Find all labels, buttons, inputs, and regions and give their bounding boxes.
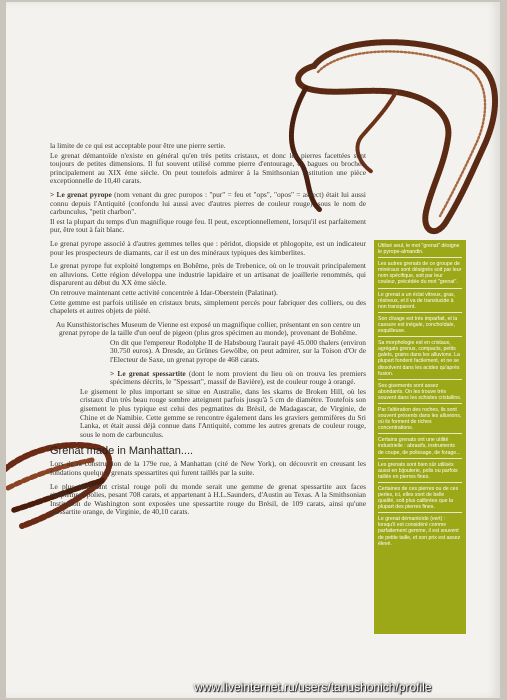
paragraph: Le gisement le plus important se situe en Australie, dans les skarns de Broken Hill, où les cristaux d'un très beau rouge sombre atteignent parfois jusqu'à 5 cm de diamètre. Toutefois son gisement le plus typique est celui des pegmatites du Brésil, de Madagascar, de Virginie, de Chine et de Namibie. Cette gemme se rencontre également dans les graviers gemmifères du Sri Lanka, et était aussi déjà connue dans l'Antiquité, comme les autres grenats de couleur rouge, sous le nom de carbunculus. [80, 386, 366, 439]
section-heading: Grenat made in Manhattan.... [50, 445, 194, 458]
article-body [50, 142, 366, 522]
paragraph: Le grenat démantoïde n'existe en général qu'en très petits cristaux, et donc les pierres facettées sont toujours de petites dimensions. Il fut souvent utilisé comme pierre d'entourage, en bagues ou broches, principalement au XIX ème siècle. On peut toutefois admirer à la Smithsonian Institution une pièce exceptionnelle de 10,40 carats. [50, 150, 366, 186]
paragraph: (dont le nom provient du lieu où on trouva les premiers spécimens décrits, le "Spessart", massif de Bavière), est de couleur rouge à orangé. [110, 368, 366, 387]
paragraph: On dit que l'empereur Rodolphe II de Habsbourg l'aurait payé 45.000 thalers (environ 30.750 euros). A Dresde, au Grünes Gewölbe, on peut admirer, sur la Toison d'Or de l'Electeur de Saxe, un grenat pyrope de 468 carats. [110, 337, 366, 365]
paragraph: On retrouve maintenant cette activité concentrée à Idar-Oberstein (Palatinat). [50, 287, 278, 297]
info-sidebar [374, 240, 466, 634]
paragraph: Il est la plupart du temps d'un magnifique rouge feu. Il peut, exceptionnellement, lorsqu'il est parfaitement pur, être tout à fait blanc. [50, 216, 366, 235]
paragraph: Lors de la construction de la 179e rue, à Manhattan (cité de New York), on découvrit en creusant les fondations quelques grenats spessartites qui furent taillés par la suite. [50, 459, 366, 477]
sidebar-item: Les grenats sont bien sûr utilisés aussi en bijouterie, polis ou parfois taillés en pierres fines. [378, 462, 462, 483]
sidebar-item: Ses gisements sont assez abondants. On les trouve très souvent dans les schistes cristallins. [378, 383, 462, 404]
sidebar-item: Par l'altération des roches, ils sont souvent présents dans les alluvions, où ils forment de riches concentrations. [378, 407, 462, 434]
paragraph: Cette gemme est parfois utilisée en cristaux bruts, simplement percés pour fabriquer des colliers, ou des chapelets et autres objets de piété. [50, 297, 366, 316]
sidebar-item: Son clivage est très imparfait, et la cassure est inégale, conchoïdale, esquilleuse. [378, 316, 462, 337]
section-title-pyrope: > Le grenat pyrope [50, 189, 112, 199]
section-title-spessartite: > Le grenat spessartite [110, 368, 186, 378]
watermark-url: www.liveinternet.ru/users/tanushonich/profile [194, 680, 432, 694]
paragraph: Le plus important cristal rouge poli du monde serait une gemme de grenat spessartite aux faces simplement polies, pesant 708 carats, et appartenant à H.L.Saunders, d'Austin au Texas. A la Smithsonian Institution de Washington sont exposées une spessartite rouge du Brésil, de 109 carats, ainsi qu'une spessartite orange, de Virginie, de 40,10 carats. [50, 481, 366, 517]
paragraph: Le grenat pyrope fut exploité longtemps en Bohême, près de Trebenice, où on le trouvait principalement en alluvions. Cette région développa une industrie lapidaire et un artisanat de joaillerie renommés, qui disparurent au début du XX ème siècle. [50, 261, 366, 288]
paragraph: (nom venant du grec puropos : "pur" = feu et "ops", "opos" = aspect) était lui aussi connu depuis l'Antiquité (confondu lui aussi avec d'autres pierres de couleur rouge), sous le nom de carbunculus, "petit charbon". [50, 189, 366, 217]
sidebar-item: Le grenat démantoïde (vert) : lorsqu'il est considéré comme parfaitement gemme, il est souvent de petite taille, et son prix est assez élevé. [378, 516, 461, 547]
sidebar-item: Le grenat a un éclat vitreux, gras, résineux, et il va de translucide à non transparent. [378, 292, 462, 313]
magazine-page [6, 2, 500, 698]
sidebar-item: Certaines de ces pierres ou de ces perles, ici, elles sont de belle qualité, soit plus calibrées que la plupart des pierres fines. [378, 486, 462, 513]
sidebar-item: Certains grenats ont une utilité industrielle : abrasifs, instruments de coupe, de polissage, de forage... [378, 437, 462, 458]
section-spessartite [110, 370, 366, 387]
paragraph: Le grenat pyrope associé à d'autres gemmes telles que : péridot, diopside et phlogopite, est un indicateur pour les prospecteurs de diamants, car il est un des minéraux typiques des kimberlites. [50, 238, 366, 257]
sidebar-item: Les autres grenats de ce groupe de minéraux sont désignés soit par leur nom spécifique, soit par leur couleur, précédée du mot "grenat". [378, 261, 462, 288]
paragraph: la limite de ce qui est acceptable pour être une pierre sertie. [50, 141, 226, 150]
sidebar-item: Sa morphologie est en cristaux, agrégats grenus, compacts, petits galets, grains dans les alluvions. La plupart fondent facilement, et ne se dissolvent dans les acides qu'après fusion. [378, 340, 462, 380]
section-pyrope [50, 191, 366, 217]
sidebar-item: Utilisé seul, le mot "grenat" désigne le pyrope-almandin. [378, 243, 462, 258]
paragraph: Au Kunsthistorisches Museum de Vienne est exposé un magnifique collier, présentant en son centre un grenat pyrope de la taille d'un oeuf de pigeon (plus gros spécimen au monde), provenant de Bohême. [55, 319, 361, 338]
